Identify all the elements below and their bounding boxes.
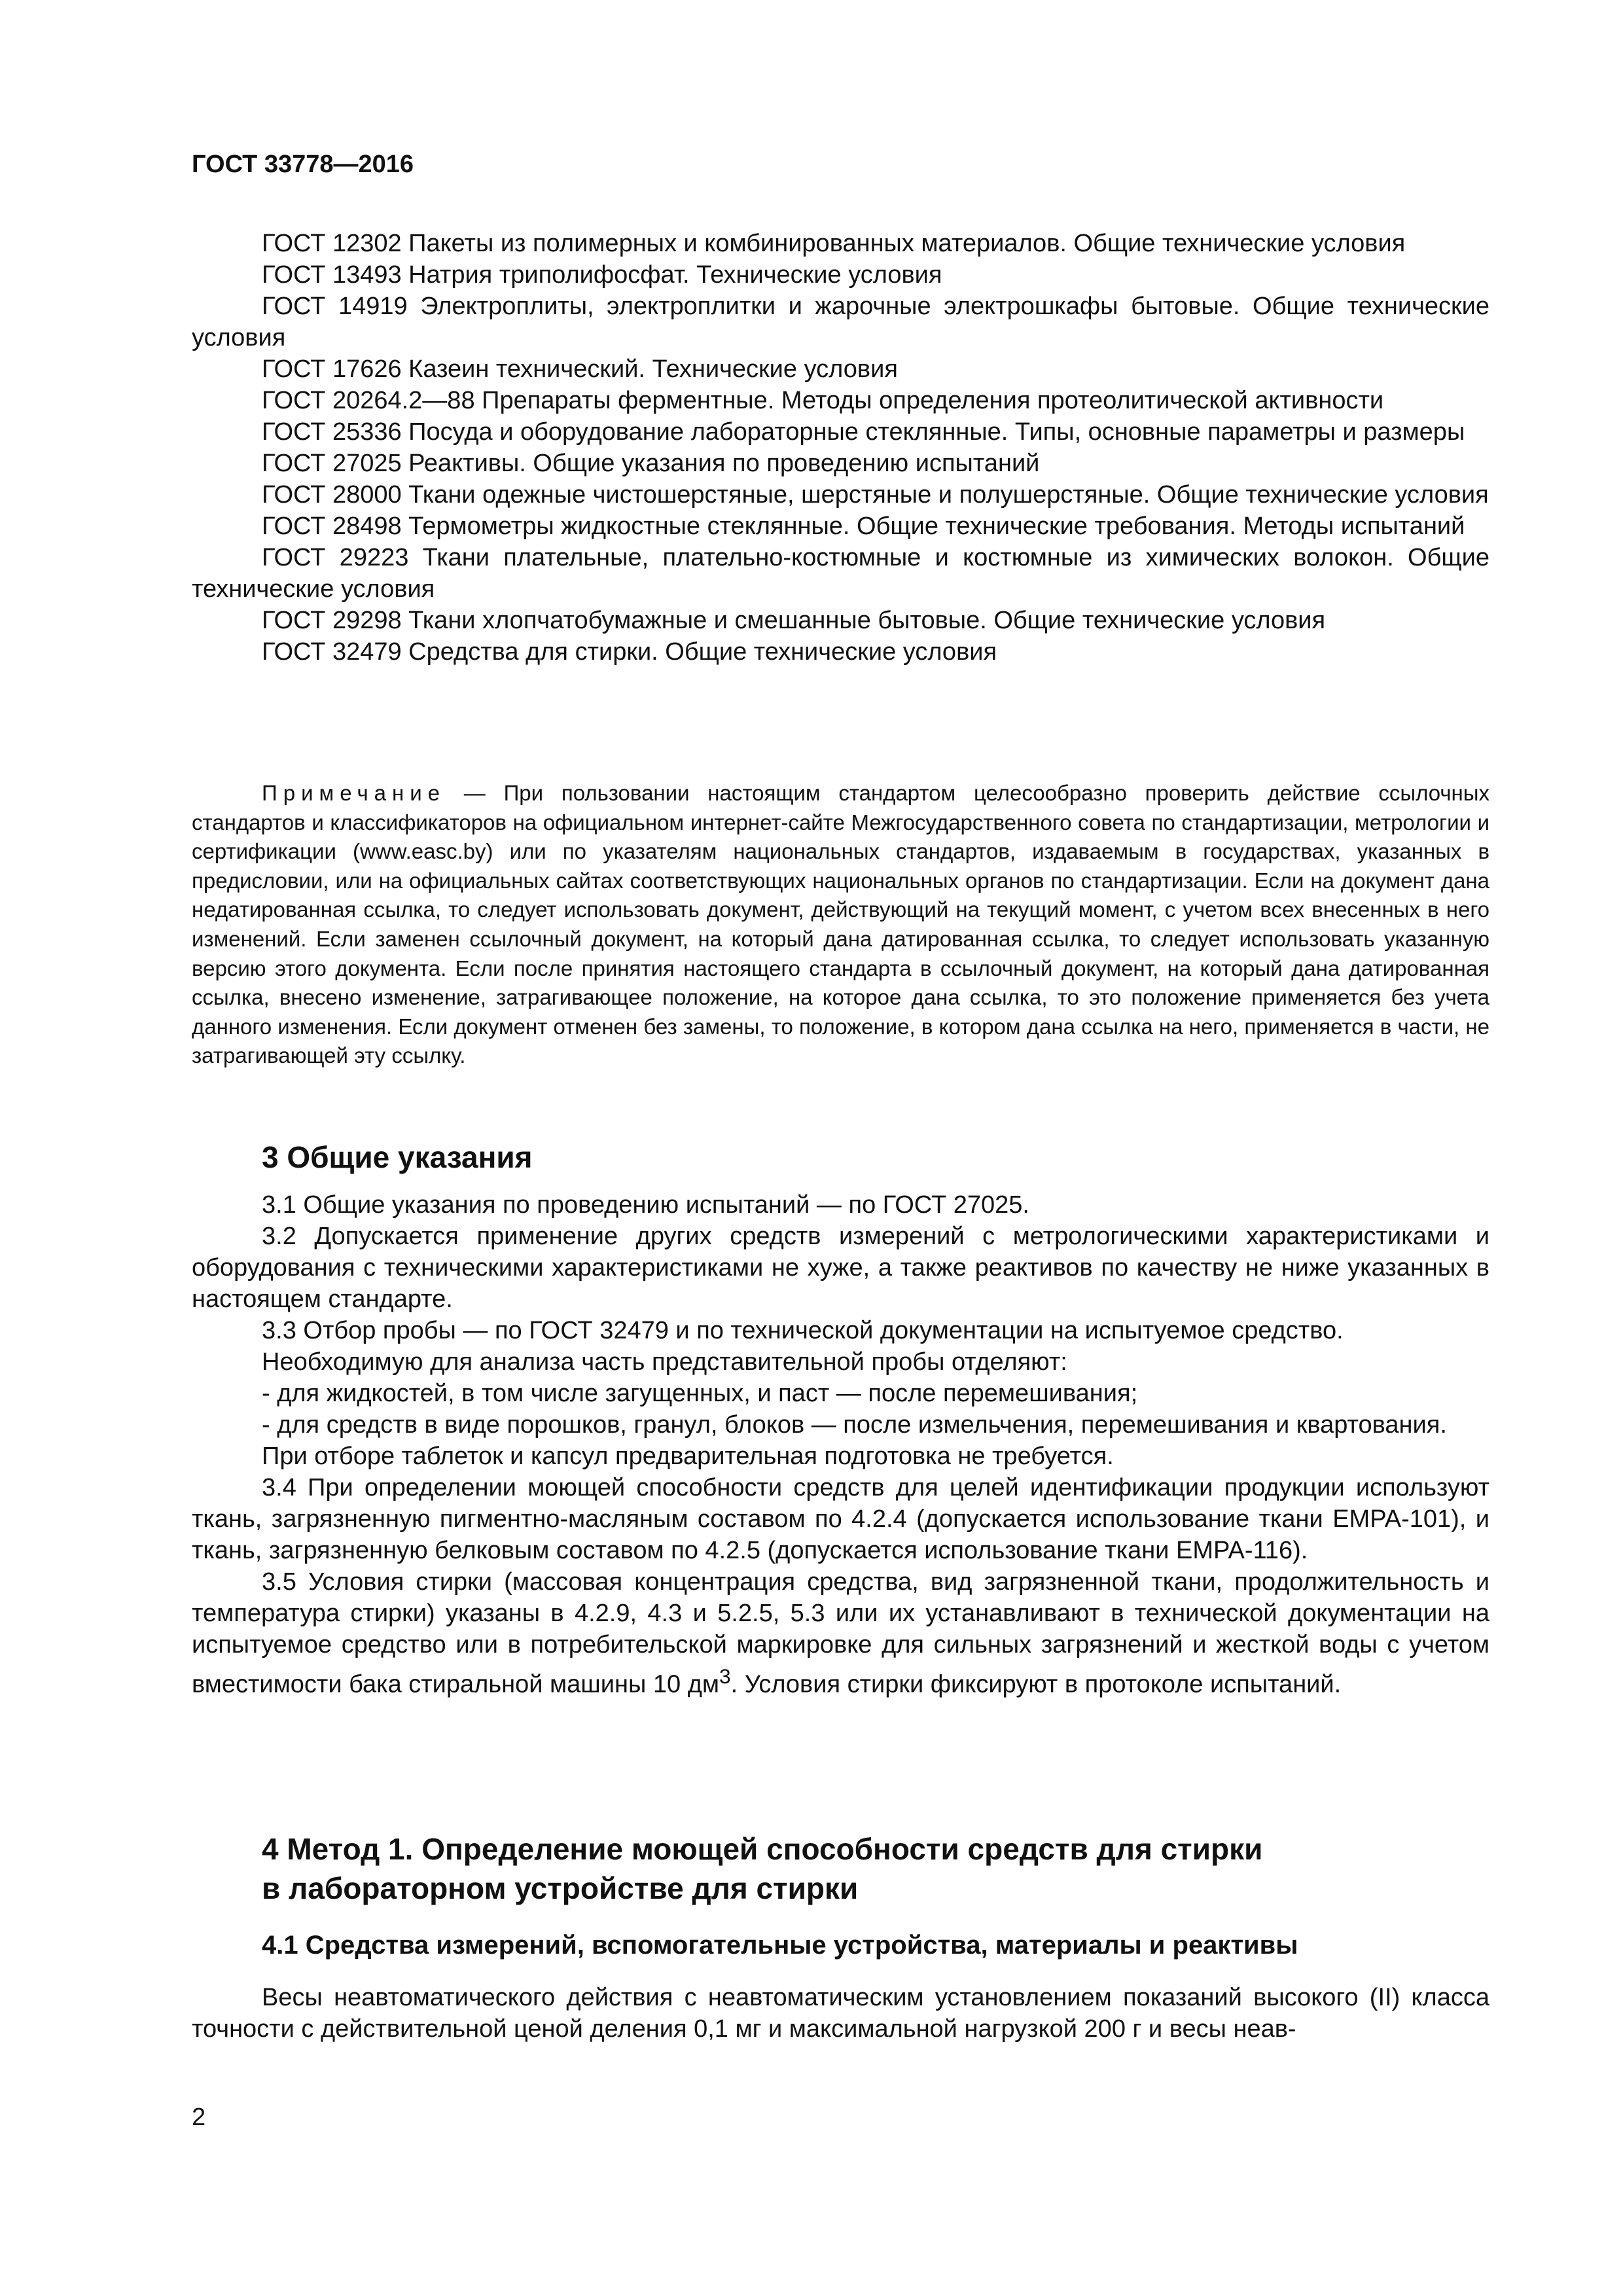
section-4-heading-line2: в лабораторном устройстве для стирки bbox=[262, 1871, 859, 1905]
paragraph-tablets: При отборе таблеток и капсул предварительная подготовка не требуется. bbox=[262, 1443, 1114, 1470]
section-3-body bbox=[192, 1189, 1489, 1700]
reference-item: ГОСТ 27025 Реактивы. Общие указания по проведению испытаний bbox=[262, 450, 1040, 477]
section-4-heading-line1: 4 Метод 1. Определение моющей способности средств для стирки bbox=[262, 1832, 1263, 1866]
reference-item: ГОСТ 25336 Посуда и оборудование лабораторные стеклянные. Типы, основные параметры и размеры bbox=[262, 418, 1465, 446]
section-3-heading: 3 Общие указания bbox=[262, 1140, 533, 1174]
section-4-heading bbox=[262, 1829, 1262, 1908]
paragraph-3-2: 3.2 Допускается применение других средств измерений с метрологическими характеристиками и оборудования с техническими характеристиками не хуже, а также реактивов по качеству не ниже указанных в настоящем стандарте. bbox=[192, 1223, 1489, 1313]
reference-item: ГОСТ 32479 Средства для стирки. Общие технические условия bbox=[262, 638, 997, 666]
paragraph-3-3-sampling: Необходимую для анализа часть представительной пробы отделяют: bbox=[262, 1348, 1067, 1376]
note-paragraph bbox=[192, 779, 1489, 1071]
reference-item: ГОСТ 17626 Казеин технический. Технические условия bbox=[262, 355, 898, 383]
reference-item: ГОСТ 14919 Электроплиты, электроплитки и жарочные электрошкафы бытовые. Общие технические условия bbox=[192, 293, 1489, 351]
list-item-liquids: - для жидкостей, в том числе загущенных, и паст — после перемешивания; bbox=[262, 1380, 1138, 1407]
reference-item: ГОСТ 13493 Натрия триполифосфат. Технические условия bbox=[262, 261, 942, 289]
document-header: ГОСТ 33778—2016 bbox=[192, 151, 414, 178]
superscript-3: 3 bbox=[719, 1664, 731, 1688]
reference-item: ГОСТ 29298 Ткани хлопчатобумажные и смешанные бытовые. Общие технические условия bbox=[262, 607, 1326, 634]
note-label: Примечание bbox=[262, 781, 446, 805]
note-block bbox=[192, 779, 1489, 1071]
page-number: 2 bbox=[192, 2104, 206, 2131]
note-text: — При пользовании настоящим стандартом целесообразно проверить действие ссылочных стандартов и классификаторов на официальном интернет-сайте Межгосударственного совета по стандартизации, метрологии и сертификации (www.easc.by) или по указателям национальных стандартов, издаваемым в государствах, указанных в предисловии, или на официальных сайтах соответствующих национальных органов по стандартизации. Если на документ дана недатированная ссылка, то следует использовать документ, действующий на текущий момент, с учетом всех внесенных в него изменений. Если заменен ссылочный документ, на который дана датированная ссылка, то следует использовать указанную версию этого документа. Если после принятия настоящего стандарта в ссылочный документ, на который дана датированная ссылка, внесено изменение, затрагивающее положение, на которое дана ссылка, то это положение применяется без учета данного изменения. Если документ отменен без замены, то положение, в котором дана ссылка на него, применяется в части, не затрагивающей эту ссылку. bbox=[192, 781, 1489, 1068]
reference-item: ГОСТ 20264.2—88 Препараты ферментные. Методы определения протеолитической активности bbox=[262, 387, 1384, 414]
list-item-powders: - для средств в виде порошков, гранул, блоков — после измельчения, перемешивания и квартования. bbox=[262, 1411, 1447, 1439]
reference-item: ГОСТ 28000 Ткани одежные чистошерстяные, шерстяные и полушерстяные. Общие технические условия bbox=[262, 481, 1489, 509]
paragraph-3-5-text: 3.5 Условия стирки (массовая концентрация средства, вид загрязненной ткани, продолжительность и температура стирки) указаны в 4.2.9, 4.3 и 5.2.5, 5.3 или их устанавливают в технической документации на испытуемое средство или в потребительской маркировке для сильных загрязнений и жесткой воды с учетом вместимости бака стиральной машины 10 дм bbox=[192, 1568, 1489, 1698]
reference-item: ГОСТ 12302 Пакеты из полимерных и комбинированных материалов. Общие технические условия bbox=[262, 230, 1406, 257]
paragraph-3-5-tail: . Условия стирки фиксируют в протоколе испытаний. bbox=[730, 1670, 1342, 1698]
reference-item: ГОСТ 28498 Термометры жидкостные стеклянные. Общие технические требования. Методы испытаний bbox=[262, 512, 1465, 540]
paragraph-3-4: 3.4 При определении моющей способности средств для целей идентификации продукции используют ткань, загрязненную пигментно-масляным составом по 4.2.4 (допускается использование ткани EMPA-101), и ткань, загрязненную белковым составом по 4.2.5 (допускается использование ткани EMPA-116). bbox=[192, 1474, 1489, 1564]
paragraph-4-1: Весы неавтоматического действия с неавтоматическим установлением показаний высокого (II) класса точности с действительной ценой деления 0,1 мг и максимальной нагрузкой 200 г и весы неав- bbox=[192, 1984, 1489, 2043]
subsection-4-1-heading: 4.1 Средства измерений, вспомогательные устройства, материалы и реактивы bbox=[262, 1931, 1298, 1960]
paragraph-3-1: 3.1 Общие указания по проведению испытаний — по ГОСТ 27025. bbox=[262, 1191, 1029, 1219]
section-4-body bbox=[192, 1982, 1489, 2045]
reference-item: ГОСТ 29223 Ткани плательные, плательно-костюмные и костюмные из химических волокон. Общие технические условия bbox=[192, 544, 1489, 603]
paragraph-3-5 bbox=[192, 1566, 1489, 1700]
normative-references-list bbox=[192, 228, 1489, 668]
paragraph-3-3: 3.3 Отбор пробы — по ГОСТ 32479 и по технической документации на испытуемое средство. bbox=[262, 1317, 1344, 1344]
